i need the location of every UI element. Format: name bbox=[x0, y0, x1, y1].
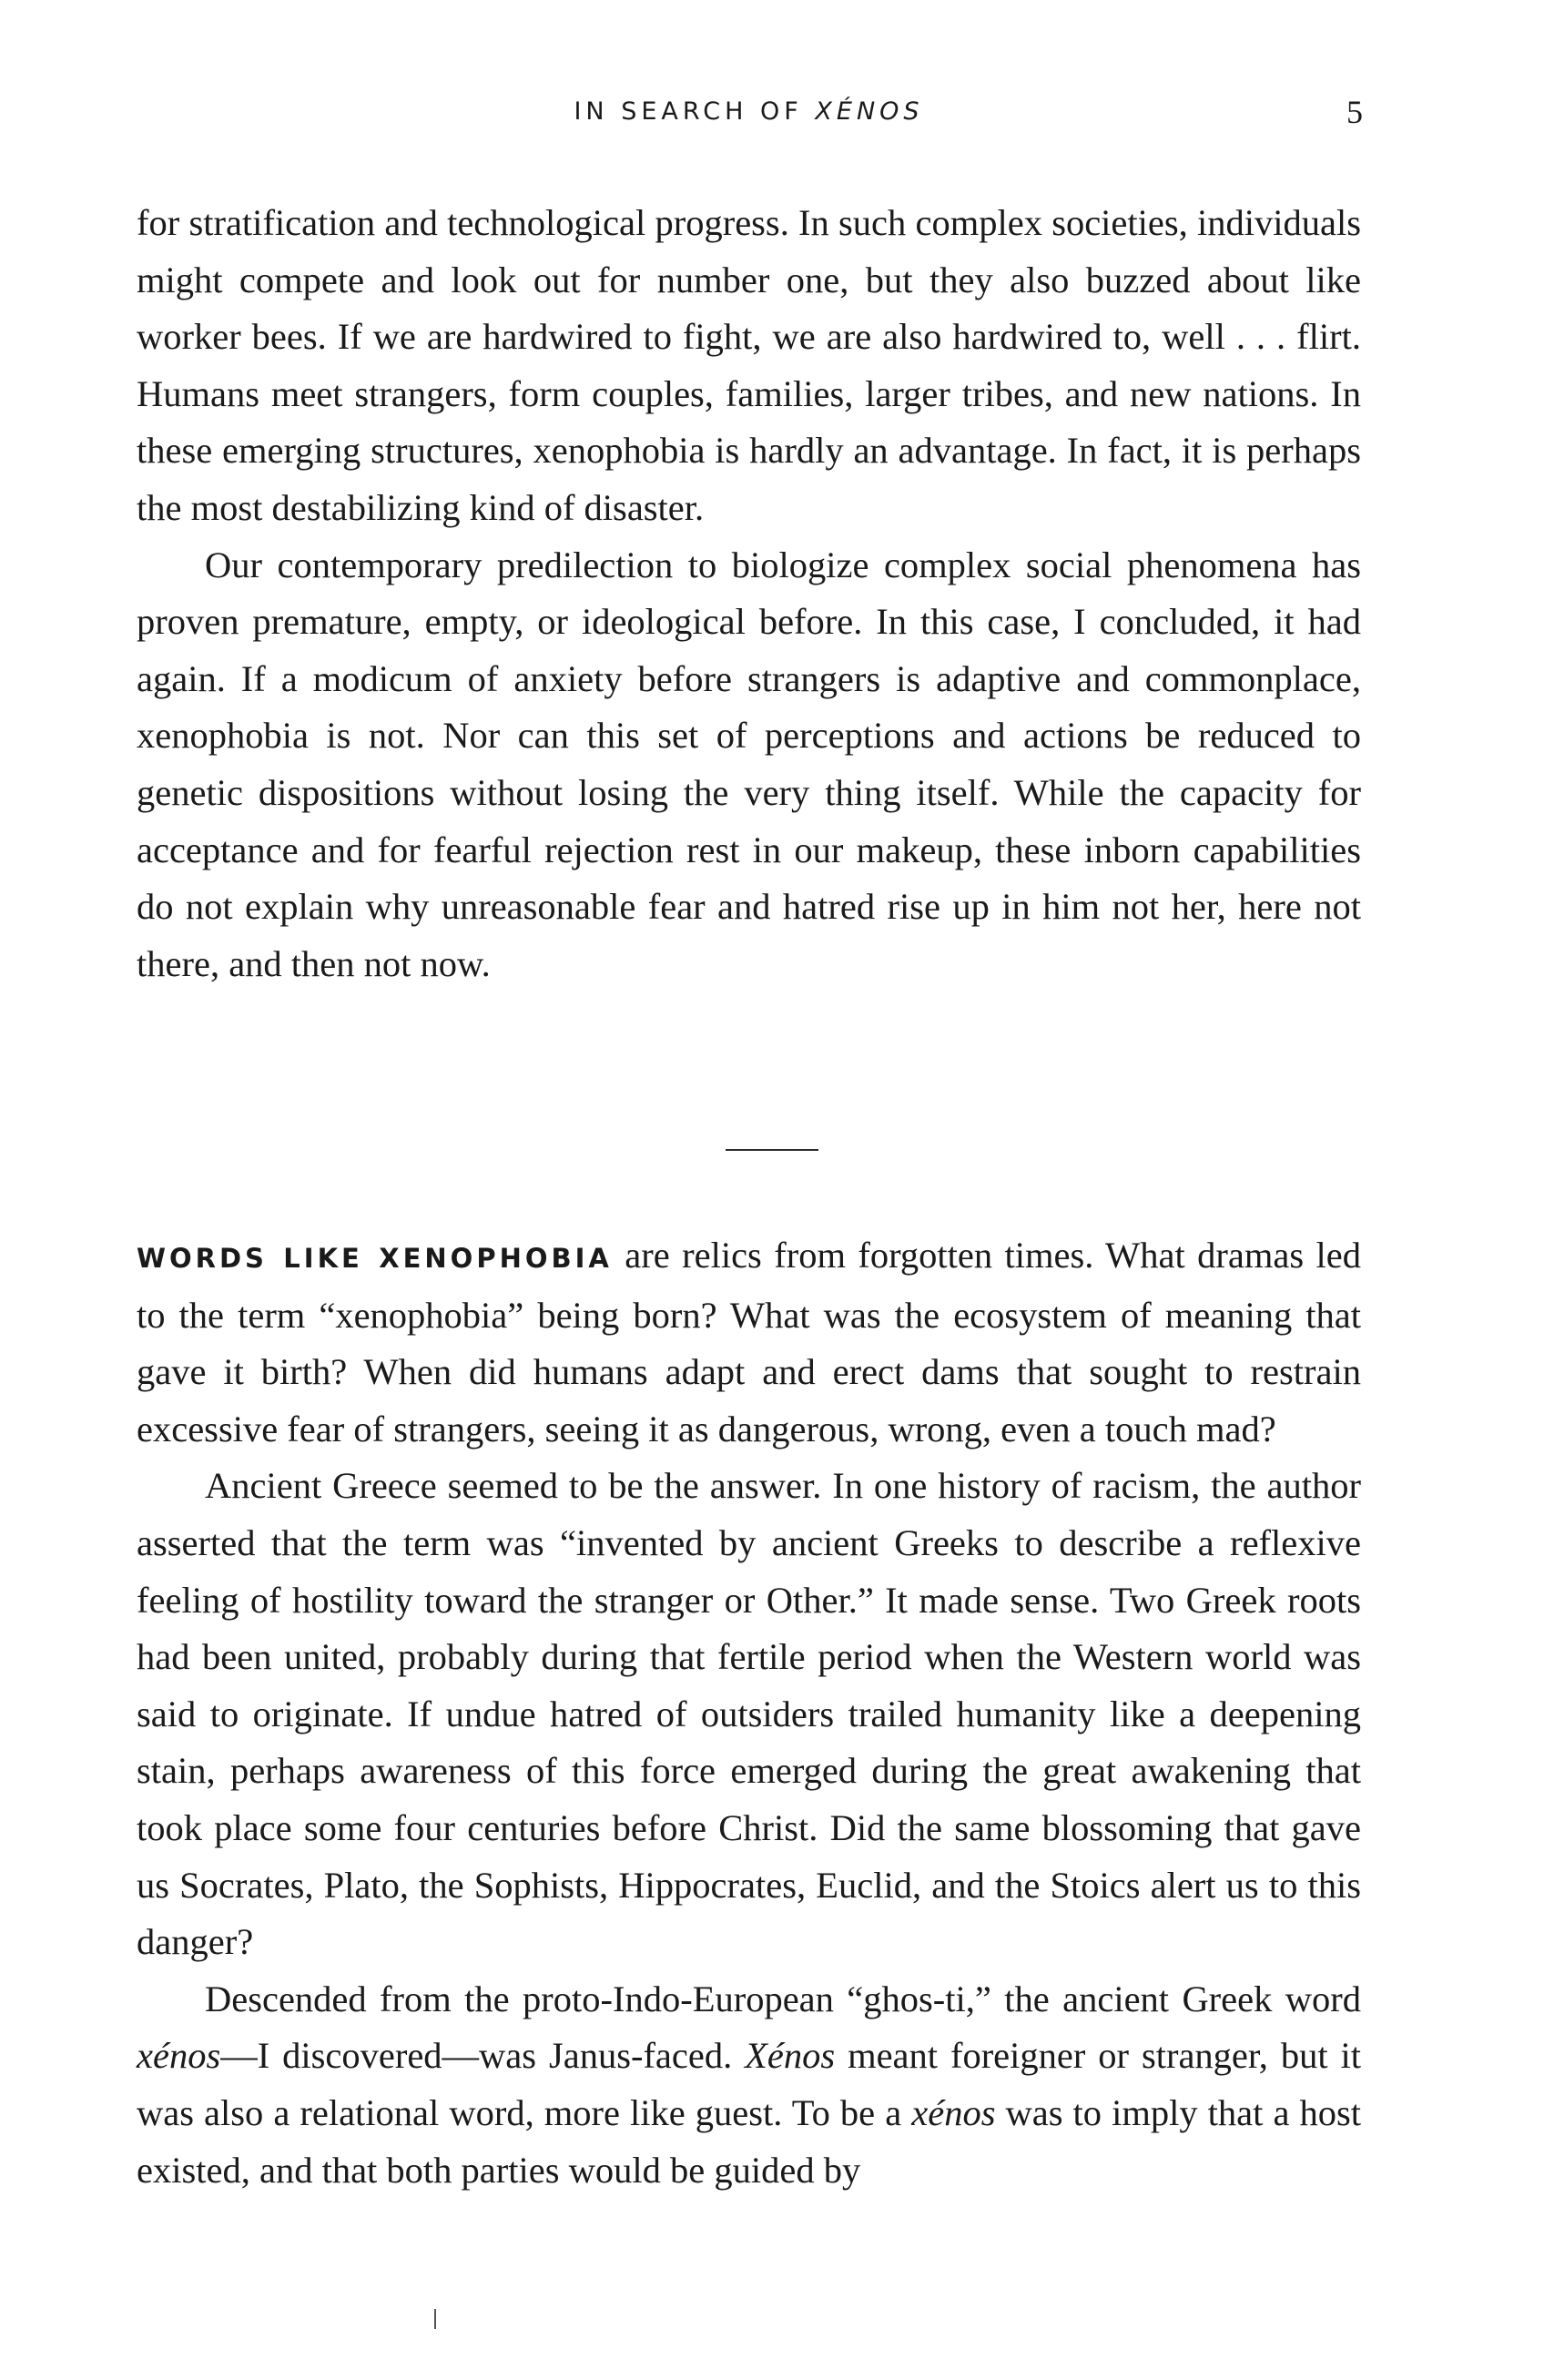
descended-text-b: —I discovered—was Janus-faced. bbox=[220, 2035, 746, 2077]
stray-scan-mark bbox=[434, 2309, 436, 2329]
descended-text-a: Descended from the proto-Indo-European “ghos-ti,” the ancient Greek word bbox=[205, 1978, 1361, 2019]
paragraph-words-like-xenophobia bbox=[137, 1227, 1361, 1458]
section-break-rule bbox=[726, 1149, 818, 1151]
paragraph-words-text: are relics from forgotten times. What dramas led to the term “xenophobia” being born? What was the ecosystem of meaning that gave it birth? When did humans adapt and erect dams that sought to restrain excessive fear of strangers, seeing it as dangerous, wrong, even a touch mad? bbox=[137, 1235, 1361, 1449]
section-two bbox=[137, 1227, 1361, 2199]
paragraph-descended bbox=[137, 1971, 1361, 2199]
book-page bbox=[137, 0, 1361, 2380]
running-title bbox=[137, 94, 1361, 130]
running-title-word: XÉNOS bbox=[815, 97, 924, 126]
section-one bbox=[137, 195, 1361, 992]
page-number: 5 bbox=[1346, 94, 1363, 130]
term-xenos-1: xénos bbox=[137, 2035, 221, 2077]
term-xenos-3: xénos bbox=[911, 2091, 996, 2133]
running-head bbox=[137, 94, 1361, 130]
paragraph-ancient-greece: Ancient Greece seemed to be the answer. In one history of racism, the author asserted that the term was “invented by ancient Greeks to describe a reflexive feeling of hostility toward the stranger or Other.” It made sense. Two Greek roots had been united, probably during that fertile period when the Western world was said to originate. If undue hatred of outsiders trailed humanity like a deepening stain, perhaps awareness of this force emerged during the great awakening that took place some four centuries before Christ. Did the same blossoming that gave us Socrates, Plato, the Sophists, Hippocrates, Euclid, and the Stoics alert us to this danger? bbox=[137, 1465, 1361, 1963]
descended-text-d: was to imply that a host existed, and that both parties would be guided by bbox=[137, 2091, 1361, 2191]
term-xenos-2: Xénos bbox=[745, 2035, 836, 2077]
running-title-prefix: IN SEARCH OF bbox=[574, 97, 816, 126]
paragraph-continued: for stratification and technological progress. In such complex societies, individuals might compete and look out for number one, but they also buzzed about like worker bees. If we are hardwired to fight, we are also hardwired to, well . . . flirt. Humans meet strangers, form couples, families, larger tribes, and new nations. In these emerging structures, xenophobia is hardly an advantage. In fact, it is perhaps the most destabilizing kind of disaster. bbox=[137, 202, 1361, 528]
section-lead-in: WORDS LIKE XENOPHOBIA bbox=[137, 1243, 613, 1274]
paragraph-biologize: Our contemporary predilection to biologize complex social phenomena has proven premature, empty, or ideological before. In this case, I concluded, it had again. If a modicum of anxiety before strangers is adaptive and commonplace, xenophobia is not. Nor can this set of perceptions and actions be reduced to genetic dispositions without losing the very thing itself. While the capacity for acceptance and for fearful rejection rest in our makeup, these inborn capabilities do not explain why unreasonable fear and hatred rise up in him not her, here not there, and then not now. bbox=[137, 544, 1361, 984]
descended-text-c: meant foreigner or stranger, but it was also a relational word, more like guest. To be a bbox=[137, 2035, 1361, 2133]
